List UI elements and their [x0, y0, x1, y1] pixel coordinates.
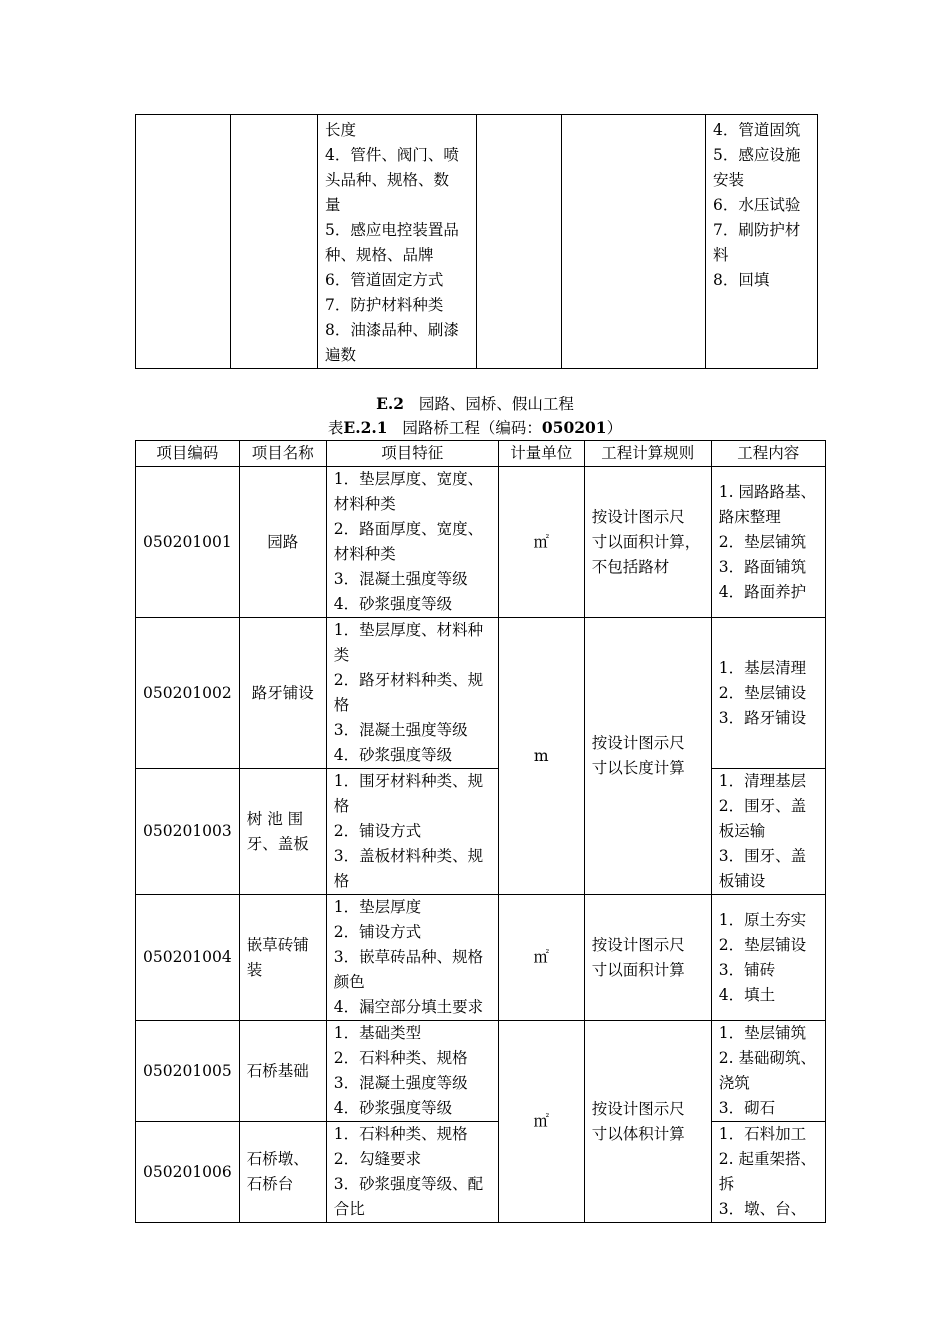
header-cell: 计量单位	[498, 441, 584, 467]
cont-unit-cell	[477, 115, 562, 369]
feature-line: 1．垫层厚度	[333, 898, 422, 916]
cont-content-line: 5．感应设施	[713, 146, 801, 164]
content-cell	[711, 618, 825, 769]
cont-feature-line: 遍数	[325, 346, 357, 364]
feature-line: 1．基础类型	[333, 1024, 422, 1042]
cont-feature-line: 长度	[325, 121, 357, 139]
feature-line: 2．铺设方式	[333, 923, 422, 941]
content-line: 4．填土	[718, 985, 776, 1004]
content-line: 4．路面养护	[718, 582, 807, 601]
header-row	[136, 441, 826, 467]
rule-line: 寸以长度计算	[591, 759, 685, 777]
name-line: 石桥台	[246, 1175, 294, 1193]
content-line: 2．围牙、盖	[718, 797, 807, 815]
rule-line: 寸以面积计算	[591, 960, 685, 979]
feature-line: 3．混凝土强度等级	[333, 721, 468, 739]
feature-line: 2．铺设方式	[333, 822, 422, 840]
feature-line: 1．石料种类、规格	[333, 1125, 468, 1143]
content-cell	[711, 467, 825, 618]
features-cell	[326, 1122, 498, 1223]
name-cell	[239, 769, 326, 895]
table-title	[0, 416, 950, 438]
feature-line: 3．嵌草砖品种、规格	[333, 948, 484, 966]
main-table	[135, 440, 826, 1223]
feature-line: 2．路面厚度、宽度、	[333, 520, 484, 538]
rule-line: 按设计图示尺	[591, 507, 685, 526]
code-cell: 050201003	[136, 769, 240, 895]
content-line: 板运输	[718, 822, 766, 840]
rule-line: 寸以体积计算	[591, 1124, 685, 1143]
header-cell: 工程计算规则	[584, 441, 711, 467]
feature-line: 4．漏空部分填土要求	[333, 998, 484, 1016]
unit-cell: ㎡	[498, 1021, 584, 1223]
feature-line: 格	[333, 696, 350, 714]
feature-line: 3．盖板材料种类、规	[333, 847, 484, 865]
rule-line: 按设计图示尺	[591, 935, 685, 954]
cont-content-line: 6．水压试验	[713, 196, 801, 214]
name-line: 路牙铺设	[251, 683, 314, 702]
table-row	[136, 1021, 826, 1122]
rule-line: 寸以面积计算，	[591, 532, 701, 551]
name-line: 园路	[267, 532, 299, 551]
content-line: 1．石料加工	[718, 1125, 807, 1143]
content-line: 1．清理基层	[718, 772, 807, 790]
name-line: 树 池 围	[246, 809, 304, 828]
content-line: 1．垫层铺筑	[718, 1024, 807, 1042]
cont-rule-cell	[562, 115, 706, 369]
code-cell: 050201002	[136, 618, 240, 769]
feature-line: 合比	[333, 1200, 365, 1218]
feature-line: 材料种类	[333, 545, 396, 563]
content-line: 3．铺砖	[718, 960, 776, 979]
features-cell	[326, 769, 498, 895]
feature-line: 1．垫层厚度、宽度、	[333, 470, 484, 488]
rule-line: 按设计图示尺	[591, 1099, 685, 1118]
rule-line: 按设计图示尺	[591, 734, 685, 752]
content-line: 1．原土夯实	[718, 910, 807, 929]
feature-line: 材料种类	[333, 495, 396, 513]
code-cell: 050201001	[136, 467, 240, 618]
header-cell: 工程内容	[711, 441, 825, 467]
continuation-table	[135, 114, 818, 369]
feature-line: 4．砂浆强度等级	[333, 1099, 453, 1117]
content-line: 拆	[718, 1175, 735, 1193]
rule-cell	[584, 1021, 711, 1223]
cont-feature-line: 7．防护材料种类	[325, 296, 444, 314]
code-cell: 050201005	[136, 1021, 240, 1122]
content-line: 3．路牙铺设	[718, 708, 807, 727]
feature-line: 1．围牙材料种类、规	[333, 772, 484, 790]
content-line: 2．垫层铺设	[718, 683, 807, 702]
table-title-prefix: 表	[327, 419, 344, 437]
table-title-suffix: ）	[606, 419, 623, 437]
name-cell	[239, 467, 326, 618]
table-title-code: E.2.1	[343, 418, 388, 437]
feature-line: 3．混凝土强度等级	[333, 1074, 468, 1092]
header-cell: 项目名称	[239, 441, 326, 467]
unit-cell: ㎡	[498, 467, 584, 618]
rule-cell	[584, 618, 711, 895]
content-line: 3．砌石	[718, 1099, 776, 1117]
content-line: 1. 园路路基、	[718, 482, 816, 501]
name-line: 牙、盖板	[246, 834, 309, 853]
cont-code-cell	[136, 115, 231, 369]
rule-line: 不包括路材	[591, 557, 670, 576]
cont-content-line: 8．回填	[713, 271, 770, 289]
feature-line: 4．砂浆强度等级	[333, 746, 453, 764]
name-cell	[239, 618, 326, 769]
cont-content-line: 料	[713, 246, 729, 264]
feature-line: 3．砂浆强度等级、配	[333, 1175, 484, 1193]
cont-feature-line: 量	[325, 196, 341, 214]
unit-cell: ㎡	[498, 895, 584, 1021]
cont-feature-line: 6．管道固定方式	[325, 271, 444, 289]
rule-cell	[584, 467, 711, 618]
content-line: 浇筑	[718, 1074, 750, 1092]
content-line: 2．垫层铺设	[718, 935, 807, 954]
features-cell	[326, 1021, 498, 1122]
feature-line: 3．混凝土强度等级	[333, 570, 468, 588]
name-line: 石桥墩、	[246, 1150, 309, 1168]
feature-line: 颜色	[333, 973, 365, 991]
cont-content-line: 安装	[713, 171, 745, 189]
feature-line: 2．勾缝要求	[333, 1150, 422, 1168]
section-code: E.2	[376, 394, 405, 413]
name-cell	[239, 1122, 326, 1223]
unit-cell: m	[498, 618, 584, 895]
table-title-name: 园路桥工程（编码：	[402, 419, 542, 437]
content-line: 3．路面铺筑	[718, 557, 807, 576]
section-title: 园路、园桥、假山工程	[418, 395, 574, 413]
feature-line: 类	[333, 646, 350, 664]
cont-feature-line: 头品种、规格、数	[325, 171, 450, 189]
table-row	[136, 618, 826, 769]
cont-features-cell	[318, 115, 477, 369]
table-row	[136, 769, 826, 895]
content-cell	[711, 769, 825, 895]
content-line: 板铺设	[718, 872, 766, 890]
code-cell: 050201004	[136, 895, 240, 1021]
rule-cell	[584, 895, 711, 1021]
feature-line: 格	[333, 797, 350, 815]
content-line: 3．墩、台、	[718, 1200, 807, 1218]
content-line: 2. 基础砌筑、	[718, 1049, 816, 1067]
feature-line: 1．垫层厚度、材料种	[333, 621, 484, 639]
features-cell	[326, 895, 498, 1021]
code-cell: 050201006	[136, 1122, 240, 1223]
cont-content-line: 7．刷防护材	[713, 221, 801, 239]
cont-feature-line: 8．油漆品种、刷漆	[325, 321, 459, 339]
name-cell	[239, 1021, 326, 1122]
name-line: 石桥基础	[246, 1061, 309, 1080]
table-title-number: 050201	[541, 418, 607, 437]
feature-line: 4．砂浆强度等级	[333, 595, 453, 613]
cont-feature-line: 种、规格、品牌	[325, 246, 434, 264]
feature-line: 2．石料种类、规格	[333, 1049, 468, 1067]
content-cell	[711, 895, 825, 1021]
name-cell	[239, 895, 326, 1021]
content-line: 3．围牙、盖	[718, 847, 807, 865]
cont-content-line: 4．管道固筑	[713, 121, 801, 139]
header-cell: 项目特征	[326, 441, 498, 467]
table-row	[136, 1122, 826, 1223]
name-line: 嵌草砖铺	[246, 935, 309, 954]
cont-feature-line: 4．管件、阀门、喷	[325, 146, 459, 164]
content-cell	[711, 1021, 825, 1122]
features-cell	[326, 467, 498, 618]
section-heading	[0, 392, 950, 414]
content-line: 2．垫层铺筑	[718, 532, 807, 551]
content-cell	[711, 1122, 825, 1223]
content-line: 路床整理	[718, 507, 781, 526]
cont-content-cell	[706, 115, 818, 369]
content-line: 2. 起重架搭、	[718, 1150, 816, 1168]
table-row	[136, 467, 826, 618]
cont-feature-line: 5．感应电控装置品	[325, 221, 459, 239]
content-line: 1．基层清理	[718, 658, 807, 677]
table-row	[136, 895, 826, 1021]
cont-name-cell	[231, 115, 318, 369]
feature-line: 2．路牙材料种类、规	[333, 671, 484, 689]
name-line: 装	[246, 960, 263, 979]
header-cell: 项目编码	[136, 441, 240, 467]
feature-line: 格	[333, 872, 350, 890]
features-cell	[326, 618, 498, 769]
